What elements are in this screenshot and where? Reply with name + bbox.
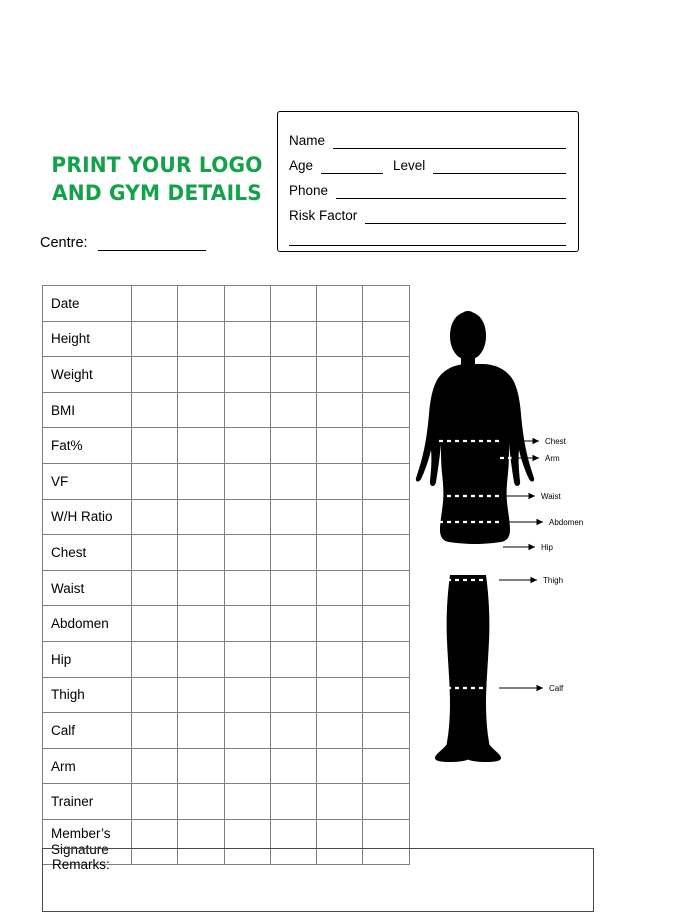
table-cell[interactable] [317, 357, 363, 393]
table-cell[interactable] [132, 570, 178, 606]
age-input-line[interactable] [321, 161, 383, 174]
row-label-calf: Calf [43, 713, 132, 749]
info-row-phone [289, 174, 566, 199]
callout-label-hip: Hip [541, 543, 554, 552]
row-label-date: Date [43, 286, 132, 322]
callout-label-abdomen: Abdomen [549, 518, 584, 527]
table-cell[interactable] [132, 428, 178, 464]
table-cell[interactable] [317, 321, 363, 357]
logo-line-2: AND GYM DETAILS [51, 180, 263, 205]
table-row [43, 535, 410, 571]
table-cell[interactable] [178, 713, 224, 749]
table-cell[interactable] [317, 286, 363, 322]
table-cell[interactable] [270, 286, 316, 322]
row-label-weight: Weight [43, 357, 132, 393]
table-cell[interactable] [270, 321, 316, 357]
row-label-fat-percent: Fat% [43, 428, 132, 464]
table-row [43, 677, 410, 713]
row-label-bmi: BMI [43, 392, 132, 428]
table-cell[interactable] [132, 535, 178, 571]
table-row [43, 784, 410, 820]
table-cell[interactable] [224, 713, 270, 749]
table-cell[interactable] [270, 713, 316, 749]
table-cell[interactable] [178, 357, 224, 393]
level-input-line[interactable] [433, 161, 566, 174]
table-cell[interactable] [178, 428, 224, 464]
table-cell[interactable] [270, 499, 316, 535]
member-signature-line-2: Signature [51, 841, 109, 857]
table-cell[interactable] [132, 641, 178, 677]
callout-label-calf: Calf [549, 684, 564, 693]
member-signature-line-1: Member’s [51, 825, 111, 841]
callout-label-waist: Waist [541, 492, 561, 501]
table-cell[interactable] [317, 499, 363, 535]
table-cell[interactable] [270, 606, 316, 642]
table-cell[interactable] [224, 784, 270, 820]
table-cell[interactable] [178, 677, 224, 713]
table-cell[interactable] [224, 392, 270, 428]
table-row [43, 606, 410, 642]
table-cell[interactable] [270, 428, 316, 464]
table-cell[interactable] [224, 499, 270, 535]
table-row [43, 392, 410, 428]
row-label-thigh: Thigh [43, 677, 132, 713]
callout-label-arm: Arm [545, 454, 560, 463]
table-cell[interactable] [317, 570, 363, 606]
body-measurement-diagram [395, 300, 665, 790]
centre-row [40, 236, 206, 251]
table-cell[interactable] [270, 463, 316, 499]
row-label-arm: Arm [43, 748, 132, 784]
table-cell[interactable] [224, 641, 270, 677]
table-cell[interactable] [178, 606, 224, 642]
row-label-waist: Waist [43, 570, 132, 606]
centre-label: Centre: [40, 235, 88, 251]
table-cell[interactable] [224, 321, 270, 357]
table-cell[interactable] [224, 748, 270, 784]
table-cell[interactable] [270, 677, 316, 713]
row-label-hip: Hip [43, 641, 132, 677]
info-row-age-level [289, 149, 566, 174]
name-input-line[interactable] [333, 136, 566, 149]
measurement-table-body [43, 286, 410, 865]
risk-factor-input-line[interactable] [365, 211, 566, 224]
table-row [43, 357, 410, 393]
table-row [43, 570, 410, 606]
table-cell[interactable] [224, 428, 270, 464]
table-cell[interactable] [132, 677, 178, 713]
table-cell[interactable] [178, 535, 224, 571]
female-body-silhouette [395, 300, 665, 790]
row-label-trainer: Trainer [43, 784, 132, 820]
table-cell[interactable] [270, 535, 316, 571]
row-label-chest: Chest [43, 535, 132, 571]
table-cell[interactable] [317, 392, 363, 428]
table-cell[interactable] [178, 499, 224, 535]
risk-factor-input-line-2[interactable] [289, 233, 566, 246]
table-row [43, 321, 410, 357]
table-cell[interactable] [224, 286, 270, 322]
row-label-height: Height [43, 321, 132, 357]
table-cell[interactable] [317, 677, 363, 713]
measurement-table [42, 285, 410, 865]
table-cell[interactable] [317, 463, 363, 499]
table-cell[interactable] [224, 606, 270, 642]
row-label-abdomen: Abdomen [43, 606, 132, 642]
table-cell[interactable] [224, 463, 270, 499]
callout-label-thigh: Thigh [543, 576, 564, 585]
table-cell[interactable] [317, 428, 363, 464]
table-cell[interactable] [178, 286, 224, 322]
table-cell[interactable] [317, 606, 363, 642]
table-cell[interactable] [132, 606, 178, 642]
table-cell[interactable] [178, 784, 224, 820]
age-label: Age [289, 157, 314, 173]
callout-label-chest: Chest [545, 437, 566, 446]
row-label-vf: VF [43, 463, 132, 499]
name-label: Name [289, 132, 326, 148]
table-cell[interactable] [270, 748, 316, 784]
table-row [43, 286, 410, 322]
table-cell[interactable] [178, 321, 224, 357]
level-label: Level [393, 157, 426, 173]
table-row [43, 641, 410, 677]
table-cell[interactable] [317, 748, 363, 784]
table-cell[interactable] [317, 535, 363, 571]
table-cell[interactable] [270, 570, 316, 606]
table-row [43, 499, 410, 535]
table-cell[interactable] [132, 392, 178, 428]
phone-label: Phone [289, 182, 329, 198]
table-cell[interactable] [178, 392, 224, 428]
table-cell[interactable] [224, 535, 270, 571]
centre-input-line[interactable] [98, 238, 206, 251]
remarks-box[interactable] [42, 848, 594, 912]
row-label-wh-ratio: W/H Ratio [43, 499, 132, 535]
table-row [43, 748, 410, 784]
table-cell[interactable] [270, 357, 316, 393]
member-info-box [277, 111, 579, 252]
table-cell[interactable] [132, 784, 178, 820]
table-cell[interactable] [132, 713, 178, 749]
risk-factor-label: Risk Factor [289, 207, 358, 223]
table-cell[interactable] [270, 784, 316, 820]
table-cell[interactable] [317, 713, 363, 749]
table-cell[interactable] [132, 321, 178, 357]
table-cell[interactable] [132, 286, 178, 322]
table-cell[interactable] [224, 677, 270, 713]
table-cell[interactable] [317, 784, 363, 820]
logo-placeholder [42, 152, 272, 207]
table-row [43, 713, 410, 749]
info-row-extra [289, 224, 566, 246]
table-cell[interactable] [132, 357, 178, 393]
table-cell[interactable] [317, 641, 363, 677]
info-row-name [289, 124, 566, 149]
silhouette-shape [416, 311, 534, 762]
phone-input-line[interactable] [336, 186, 566, 199]
remarks-label: Remarks: [52, 857, 110, 872]
table-cell[interactable] [224, 357, 270, 393]
table-cell[interactable] [224, 570, 270, 606]
info-row-risk-factor [289, 199, 566, 224]
table-row [43, 428, 410, 464]
table-cell[interactable] [178, 748, 224, 784]
table-cell[interactable] [270, 392, 316, 428]
table-cell[interactable] [270, 641, 316, 677]
table-cell[interactable] [178, 463, 224, 499]
logo-line-1: PRINT YOUR LOGO [51, 153, 263, 177]
table-cell[interactable] [178, 641, 224, 677]
table-cell[interactable] [132, 463, 178, 499]
table-cell[interactable] [132, 748, 178, 784]
table-cell[interactable] [178, 570, 224, 606]
table-row [43, 463, 410, 499]
table-cell[interactable] [132, 499, 178, 535]
